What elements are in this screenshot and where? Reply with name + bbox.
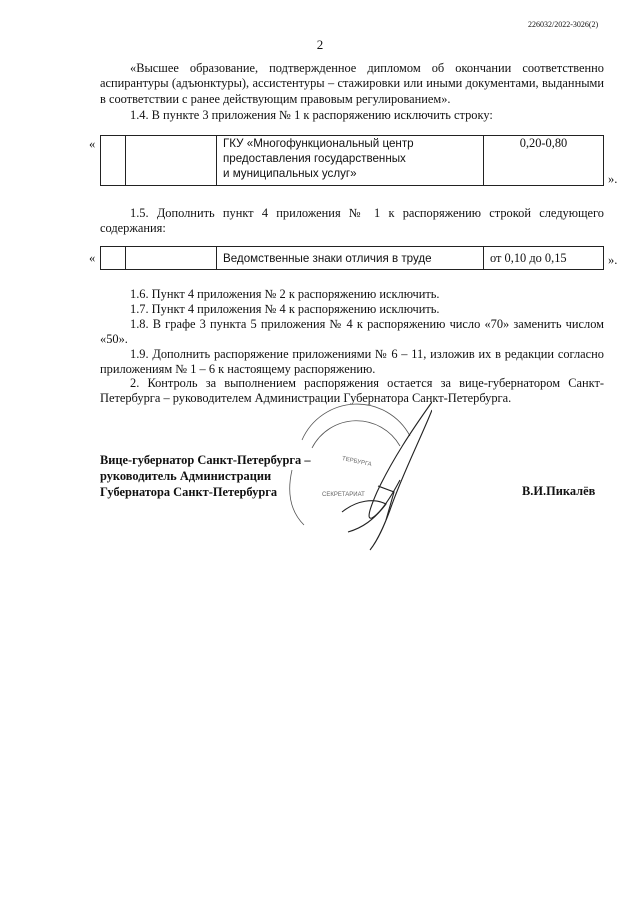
table1-cell-number (101, 136, 126, 186)
paragraph-1-5: 1.5. Дополнить пункт 4 приложения № 1 к распоряжению строкой следующего содержания: (100, 206, 604, 236)
document-number: 226032/2022-3026(2) (528, 20, 599, 29)
paragraph-1-9: 1.9. Дополнить распоряжение приложениями № 6 – 11, изложив их в редакции согласно приложениям № 1 – 6 к настоящему распоряжению. (100, 347, 604, 377)
table1-name-line2: предоставления государственных (223, 152, 406, 165)
table2-cell-number (101, 247, 126, 270)
page-number: 2 (316, 37, 324, 52)
signature-title-line3: Губернатора Санкт-Петербурга (100, 485, 278, 499)
table2-cell-value: от 0,10 до 0,15 (484, 247, 604, 270)
table1-cell-name (217, 136, 484, 186)
paragraph-2: 2. Контроль за выполнением распоряжения остается за вице-губернатором Санкт-Петербурга – руководителем Администрации Губернатора Санкт-Петербурга. (100, 376, 604, 406)
table1-cell-empty (126, 136, 217, 186)
paragraph-education-quote: «Высшее образование, подтвержденное дипломом об окончании соответственно аспирантуры (адъюнктуры), ассистентуры – стажировки или иными документами, выданными в соответствии с ранее действующим правовым регулированием». (100, 61, 604, 106)
table1-close-quote: ». (608, 172, 618, 186)
paragraph-1-4: 1.4. В пункте 3 приложения № 1 к распоряжению исключить строку: (130, 108, 493, 122)
table2-close-quote: ». (608, 253, 618, 267)
table2-cell-name: Ведомственные знаки отличия в труде (217, 247, 484, 270)
table1-cell-value: 0,20-0,80 (484, 136, 604, 186)
table1-open-quote: « (89, 137, 96, 151)
table2-cell-empty (126, 247, 217, 270)
table2-open-quote: « (89, 251, 96, 265)
table1-name-line3: и муниципальных услуг» (223, 167, 357, 180)
signatory-name: В.И.Пикалёв (522, 484, 596, 498)
signature-title-line2: руководитель Администрации (100, 469, 272, 483)
stamp-text-top: ТЕРБУРГА (341, 455, 373, 469)
stamp-arc-outer (302, 404, 410, 440)
stamp-text-mid: СЕКРЕТАРИАТ (322, 492, 365, 498)
added-row-table (100, 246, 604, 270)
paragraph-1-8: 1.8. В графе 3 пункта 5 приложения № 4 к распоряжению число «70» заменить числом «50». (100, 317, 604, 347)
handwritten-signature (342, 402, 432, 550)
signature-title-line1: Вице-губернатор Санкт-Петербурга – (100, 453, 311, 467)
stamp-arc-inner (312, 421, 400, 448)
paragraph-1-6: 1.6. Пункт 4 приложения № 2 к распоряжению исключить. (130, 287, 440, 301)
signature-title-block (100, 452, 311, 500)
table1-name-line1: ГКУ «Многофункциональный центр (223, 137, 414, 150)
paragraph-1-7: 1.7. Пункт 4 приложения № 4 к распоряжению исключить. (130, 302, 440, 316)
excluded-row-table (100, 135, 604, 186)
